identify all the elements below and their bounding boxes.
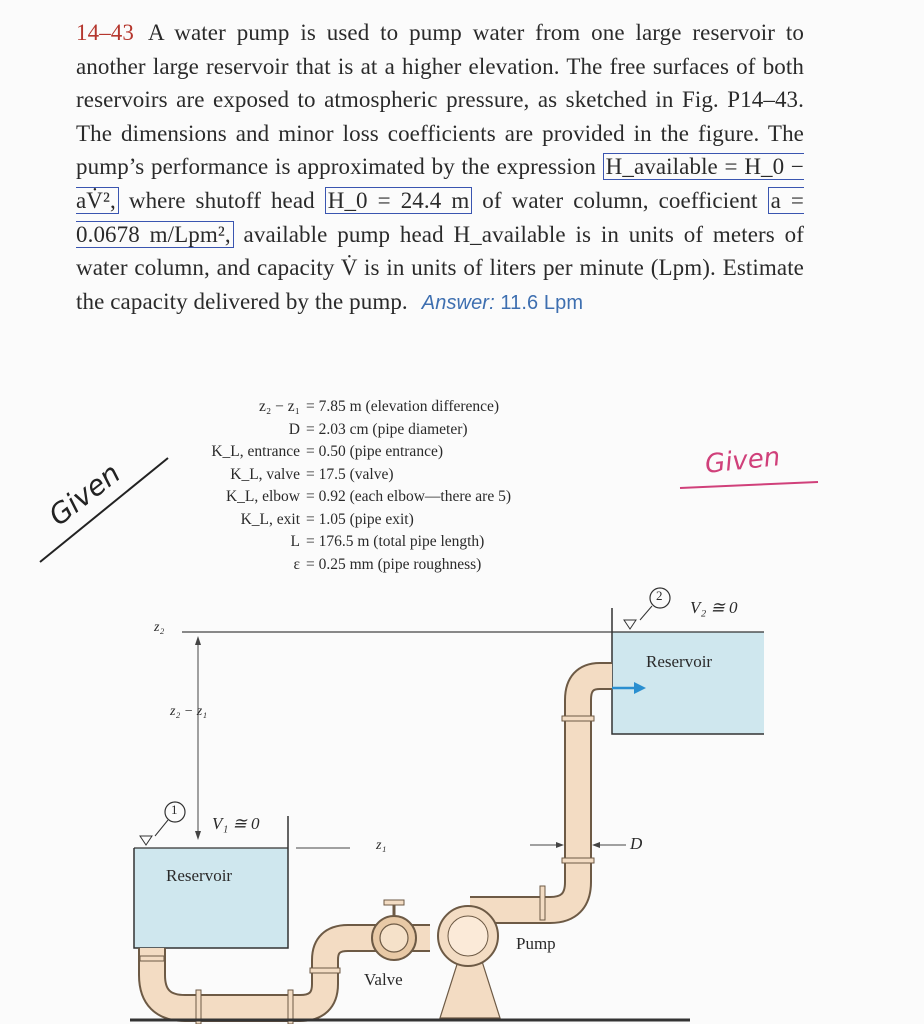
given-value: = 7.85 m (elevation difference) bbox=[306, 398, 500, 415]
given-value: = 0.92 (each elbow—there are 5) bbox=[306, 488, 511, 505]
velocity-2-label: V₂ ≅ 0 bbox=[690, 598, 738, 617]
shutoff-head: H_0 = 24.4 m bbox=[325, 187, 473, 214]
given-annotation-right: Given bbox=[703, 442, 782, 480]
given-value: = 1.05 (pipe exit) bbox=[306, 510, 414, 528]
problem-number: 14–43 bbox=[76, 20, 134, 45]
reservoir-left-label: Reservoir bbox=[166, 866, 233, 885]
pipe-flange bbox=[562, 858, 594, 863]
problem-text-3: of water column, coefficient bbox=[482, 187, 758, 213]
given-symbol: K_L, entrance bbox=[211, 443, 300, 460]
given-value: = 176.5 m (total pipe length) bbox=[306, 533, 485, 550]
coefficient-a: a = 0.0678 m/Lpm², bbox=[76, 187, 804, 247]
given-value: = 0.25 mm (pipe roughness) bbox=[306, 555, 482, 573]
answer-label: Answer: bbox=[421, 291, 495, 314]
free-surface-symbol-1 bbox=[140, 836, 152, 845]
pipe-outline-upper bbox=[470, 676, 612, 910]
z2-label: z₂ bbox=[154, 620, 165, 635]
valve-disk bbox=[380, 924, 408, 952]
given-value: = 17.5 (valve) bbox=[306, 465, 394, 483]
reservoir-left-water bbox=[134, 848, 288, 948]
diameter-arrow bbox=[556, 842, 564, 848]
valve-label: Valve bbox=[364, 970, 403, 989]
pipe-flange bbox=[562, 716, 594, 721]
point-1-label: 1 bbox=[171, 802, 178, 817]
problem-text-4: available pump head H_available is in units of meters of water column, and capacity V̇ is in units of liters per minute (Lpm). Estimate the capacity delivered by the pump. bbox=[76, 221, 805, 314]
diameter-arrow bbox=[592, 842, 600, 848]
dimension-arrow-down bbox=[195, 831, 201, 840]
point-1-leader bbox=[155, 820, 168, 836]
given-symbol: K_L, elbow bbox=[225, 488, 300, 505]
diameter-label: D bbox=[630, 834, 643, 853]
pipe-flange bbox=[310, 968, 340, 973]
pump-impeller bbox=[448, 916, 488, 956]
given-symbol: L bbox=[290, 533, 300, 550]
given-symbol: D bbox=[288, 420, 300, 438]
given-value: = 0.50 (pipe entrance) bbox=[306, 443, 443, 460]
given-value: = 2.03 cm (pipe diameter) bbox=[306, 420, 468, 438]
z1-label: z₁ bbox=[376, 838, 387, 853]
given-symbol: z₂ − z₁ bbox=[258, 398, 300, 415]
elevation-difference-label: z₂ − z₁ bbox=[170, 704, 208, 719]
annotation-underline-left bbox=[40, 458, 168, 562]
velocity-1-label: V₁ ≅ 0 bbox=[212, 814, 260, 833]
pipe-flange bbox=[140, 956, 164, 961]
performance-equation: H_available = H_0 − aV̇², bbox=[76, 154, 804, 213]
pump-label: Pump bbox=[516, 934, 556, 953]
point-2-leader bbox=[640, 606, 652, 620]
annotation-underline-right bbox=[680, 482, 818, 488]
problem-text-1: A water pump is used to pump water from one large reservoir to another large reservoir that is at a higher elevation. The free surfaces of both reservoirs are exposed to atmospheric pressure, as sketched in Fig. P14–43. The dimensions and minor loss coefficients are provided in the figure. The pump’s performance is approximated by the expression bbox=[76, 20, 804, 180]
valve-handwheel bbox=[384, 900, 404, 905]
answer-value: 11.6 Lpm bbox=[500, 291, 584, 314]
point-2-label: 2 bbox=[656, 588, 663, 603]
reservoir-right-label: Reservoir bbox=[646, 652, 713, 671]
given-symbol: ε bbox=[293, 555, 300, 573]
problem-text-2: where shutoff head bbox=[128, 187, 315, 213]
given-symbol: K_L, exit bbox=[240, 510, 300, 528]
pipe-flange bbox=[540, 886, 545, 920]
given-annotation-left: Given bbox=[42, 456, 127, 533]
free-surface-symbol-2 bbox=[624, 620, 636, 629]
given-symbol: K_L, valve bbox=[230, 465, 300, 483]
dimension-arrow-up bbox=[195, 636, 201, 645]
